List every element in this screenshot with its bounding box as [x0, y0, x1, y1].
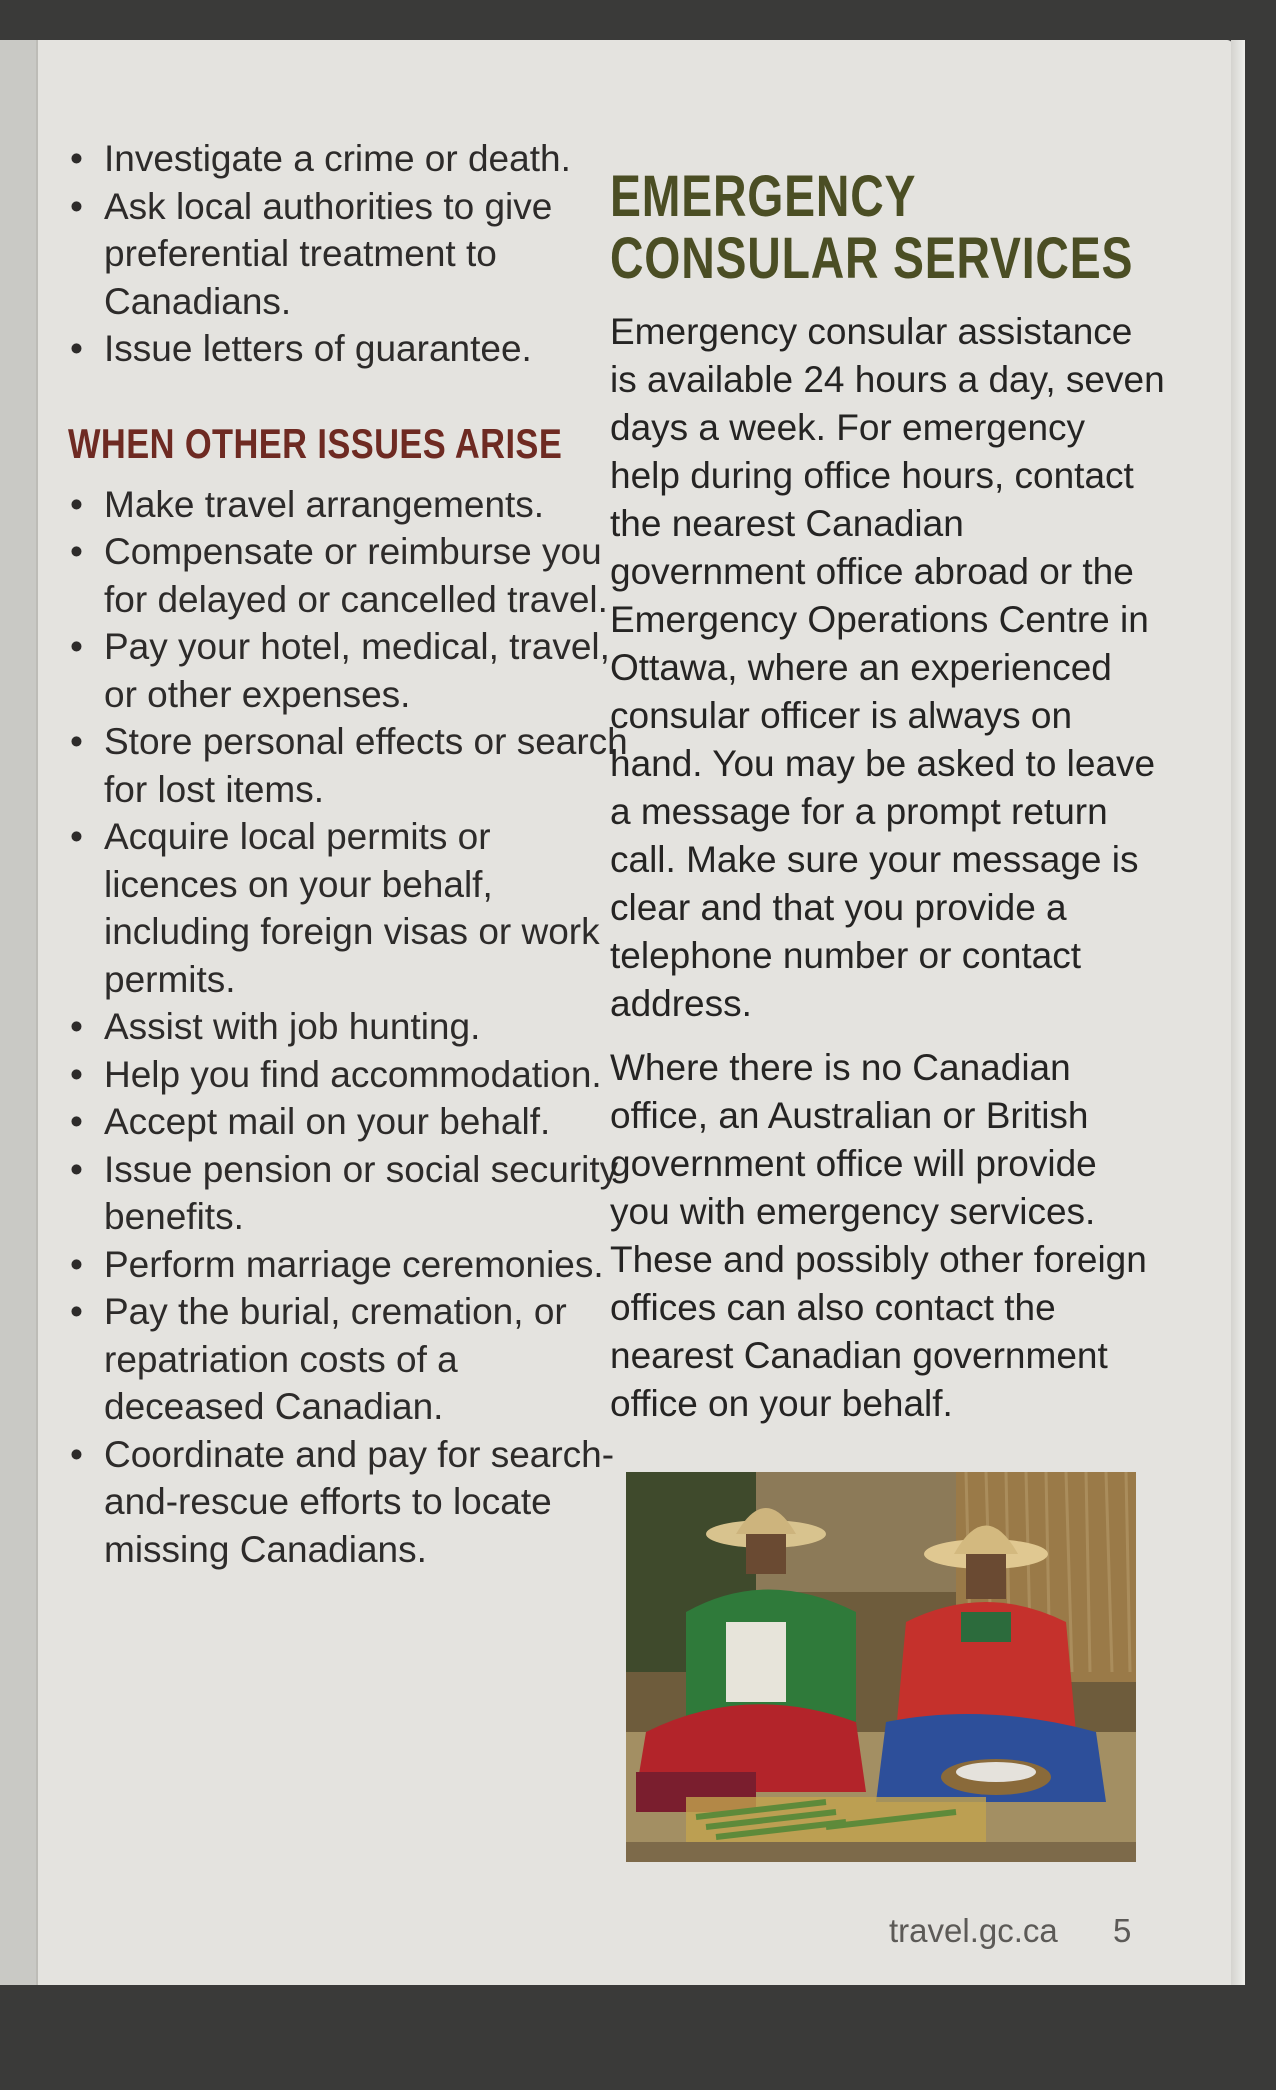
list-item: • Make travel arrangements.: [68, 481, 628, 529]
booklet-page: [36, 40, 1233, 1985]
list-item: • Compensate or reimburse you for delayed or cancelled travel.: [68, 528, 628, 623]
right-column: [610, 166, 1165, 1444]
page-title: EMERGENCY CONSULAR SERVICES: [610, 164, 1134, 291]
list-item: • Pay your hotel, medical, travel, or other expenses.: [68, 623, 628, 718]
services-not-provided-list: [68, 135, 628, 373]
list-item: • Ask local authorities to give preferential treatment to Canadians.: [68, 183, 628, 326]
photo-women-market: [626, 1472, 1136, 1862]
list-item: • Issue pension or social security benefits.: [68, 1146, 628, 1241]
list-item: • Coordinate and pay for search-and-rescue efforts to locate missing Canadians.: [68, 1431, 628, 1574]
previous-page-edge: [0, 40, 40, 1985]
list-item: • Pay the burial, cremation, or repatriation costs of a deceased Canadian.: [68, 1288, 628, 1431]
list-item: • Accept mail on your behalf.: [68, 1098, 628, 1146]
left-column: [68, 135, 628, 1573]
list-item: • Investigate a crime or death.: [68, 135, 628, 183]
section-heading: WHEN OTHER ISSUES ARISE: [68, 419, 563, 467]
other-issues-list: [68, 481, 628, 1574]
page-edge: [1231, 40, 1245, 1985]
list-item: • Acquire local permits or licences on your behalf, including foreign visas or work permits.: [68, 813, 628, 1003]
footer-url: travel.gc.ca: [889, 1912, 1058, 1949]
paragraph: Where there is no Canadian office, an Australian or British government office will provide you with emergency services. These and possibly other foreign offices can also contact the nearest Canadian government office on your behalf.: [610, 1047, 1147, 1424]
list-item: • Store personal effects or search for lost items.: [68, 718, 628, 813]
list-item: • Issue letters of guarantee.: [68, 325, 628, 373]
list-item: • Help you find accommodation.: [68, 1051, 628, 1099]
list-item: • Assist with job hunting.: [68, 1003, 628, 1051]
page-number: 5: [1113, 1912, 1132, 1949]
paragraph: Emergency consular assistance is available 24 hours a day, seven days a week. For emergency help during office hours, contact the nearest Canadian government office abroad or the Emergency Operations Centre in Ottawa, where an experienced consular officer is always on hand. You may be asked to leave a message for a prompt return call. Make sure your message is clear and that you provide a telephone number or contact address.: [610, 311, 1165, 1024]
list-item: • Perform marriage ceremonies.: [68, 1241, 628, 1289]
